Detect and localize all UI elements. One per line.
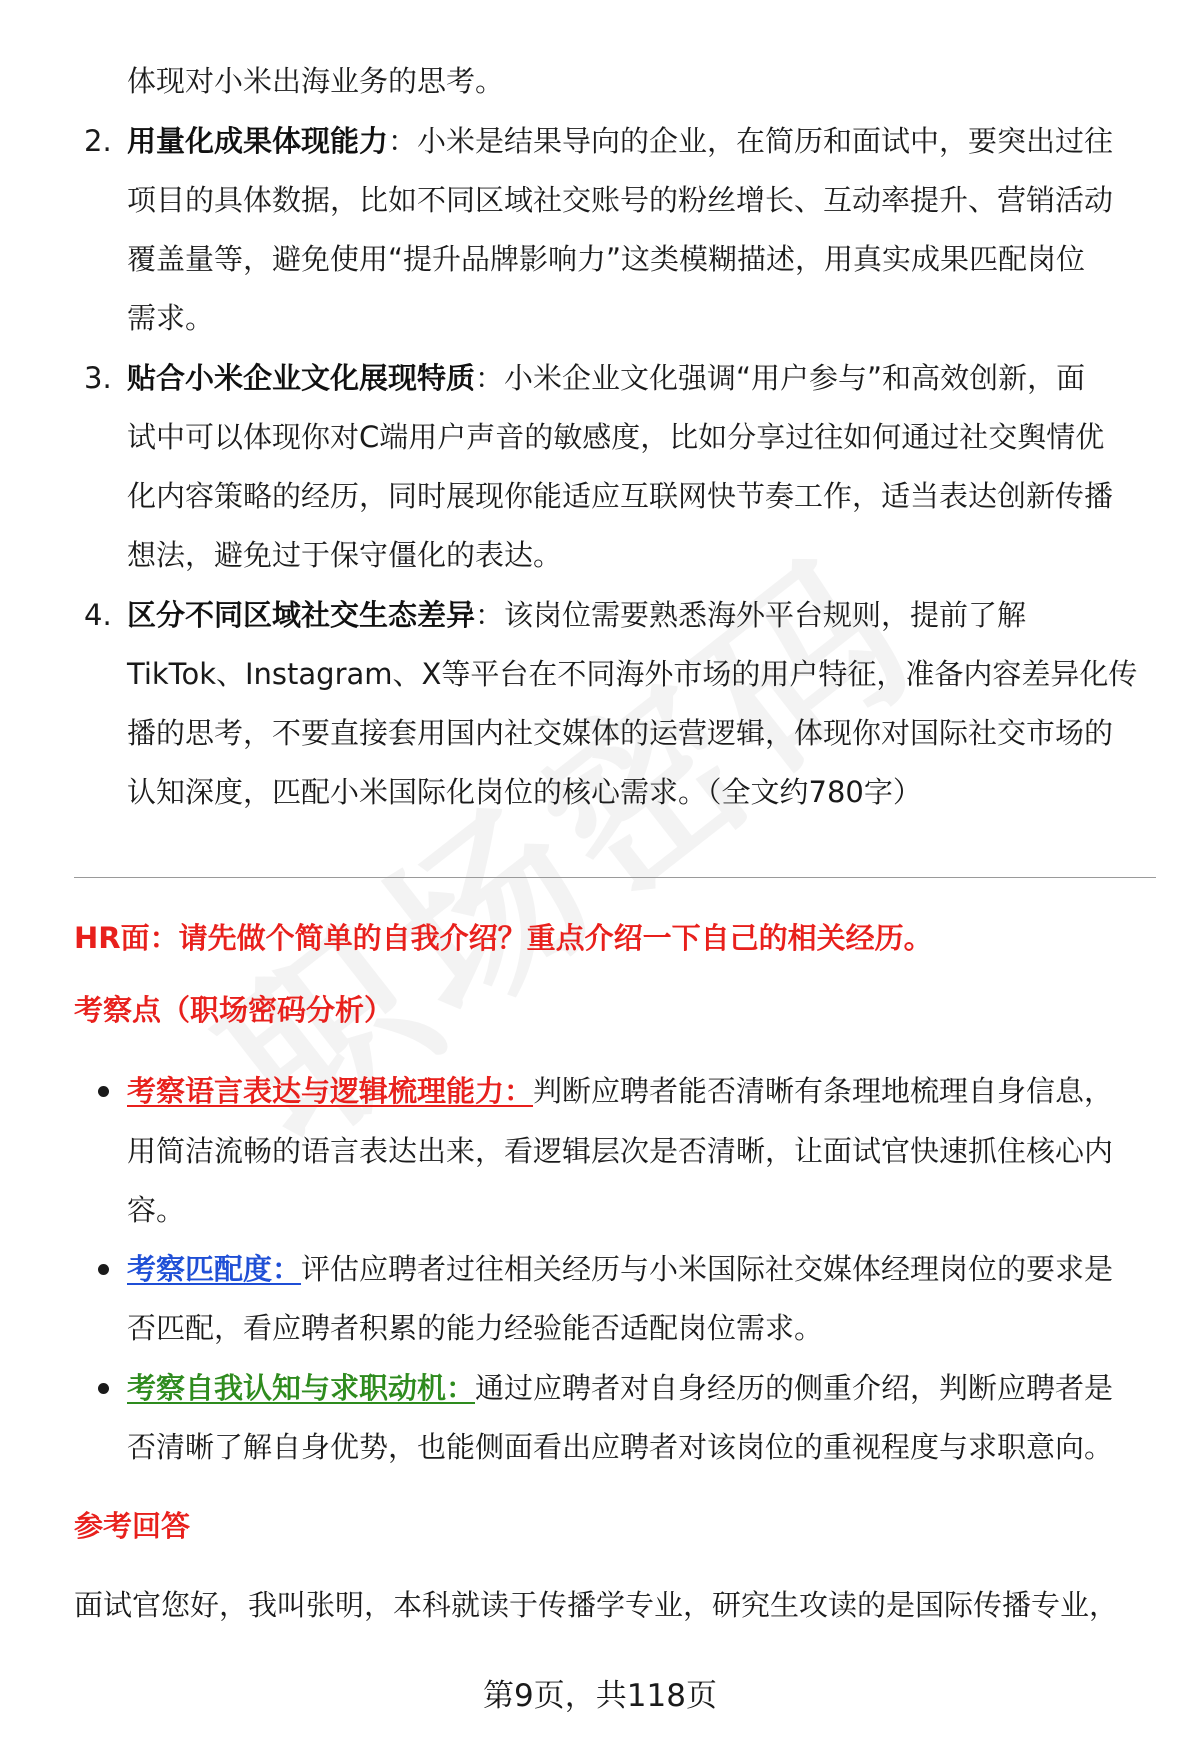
item-text: TikTok、Instagram、X等平台在不同海外市场的用户特征，准备内容差异化传 (127, 657, 1138, 691)
bullet-dot (98, 1086, 109, 1097)
bullet-dot (98, 1264, 109, 1275)
point-text: 容。 (127, 1193, 186, 1227)
point-first-line (127, 1249, 1113, 1289)
point-text: 否清晰了解自身优势，也能侧面看出应聘者对该岗位的重视程度与求职意向。 (127, 1430, 1114, 1464)
bullet-dot (98, 1383, 109, 1394)
point-text: 否匹配，看应聘者积累的能力经验能否适配岗位需求。 (127, 1311, 824, 1345)
item-text: 化内容策略的经历，同时展现你能适应互联网快节奏工作，适当表达创新传播 (127, 479, 1114, 513)
intro-line: 体现对小米出海业务的思考。 (127, 64, 505, 98)
item-text: 需求。 (127, 301, 215, 335)
answer-heading: 参考回答 (74, 1509, 191, 1543)
list-item-first-line (127, 121, 1113, 161)
analysis-heading: 考察点（职场密码分析） (74, 993, 394, 1027)
item-text: 想法，避免过于保守僵化的表达。 (127, 538, 563, 572)
list-item-first-line (127, 358, 1085, 398)
item-title: 区分不同区域社交生态差异 (127, 598, 476, 632)
item-text: 项目的具体数据，比如不同区域社交账号的粉丝增长、互动率提升、营销活动 (127, 183, 1114, 217)
page-footer: 第9页，共118页 (483, 1678, 717, 1714)
point-first-line (127, 1368, 1113, 1408)
point-text: 用简洁流畅的语言表达出来，看逻辑层次是否清晰，让面试官快速抓住核心内 (127, 1134, 1114, 1168)
list-item-first-line (127, 595, 1026, 635)
item-number: 2. (84, 124, 112, 158)
point-label: 考察语言表达与逻辑梳理能力： (127, 1074, 534, 1108)
point-label: 考察自我认知与求职动机： (127, 1371, 476, 1405)
item-text: 覆盖量等，避免使用“提升品牌影响力”这类模糊描述，用真实成果匹配岗位 (127, 242, 1086, 276)
item-number: 4. (84, 598, 112, 632)
item-text: ：该岗位需要熟悉海外平台规则，提前了解 (475, 598, 1027, 632)
point-text: 判断应聘者能否清晰有条理地梳理自身信息， (533, 1074, 1114, 1108)
item-title: 用量化成果体现能力 (127, 124, 389, 158)
interview-question: HR面：请先做个简单的自我介绍？重点介绍一下自己的相关经历。 (74, 921, 933, 955)
item-title: 贴合小米企业文化展现特质 (127, 361, 476, 395)
point-label: 考察匹配度： (127, 1252, 302, 1286)
item-text: 播的思考，不要直接套用国内社交媒体的运营逻辑，体现你对国际社交市场的 (127, 716, 1114, 750)
item-text: 试中可以体现你对C端用户声音的敏感度，比如分享过往如何通过社交舆情优 (127, 420, 1105, 454)
point-text: 评估应聘者过往相关经历与小米国际社交媒体经理岗位的要求是 (301, 1252, 1114, 1286)
item-text: ：小米是结果导向的企业，在简历和面试中，要突出过往 (388, 124, 1114, 158)
item-number: 3. (84, 361, 112, 395)
item-text: 认知深度，匹配小米国际化岗位的核心需求。（全文约780字） (127, 775, 922, 809)
answer-text: 面试官您好，我叫张明，本科就读于传播学专业，研究生攻读的是国际传播专业， (74, 1588, 1119, 1622)
point-text: 通过应聘者对自身经历的侧重介绍，判断应聘者是 (475, 1371, 1114, 1405)
point-first-line (127, 1071, 1113, 1111)
section-divider (74, 877, 1156, 878)
item-text: ：小米企业文化强调“用户参与”和高效创新，面 (475, 361, 1086, 395)
